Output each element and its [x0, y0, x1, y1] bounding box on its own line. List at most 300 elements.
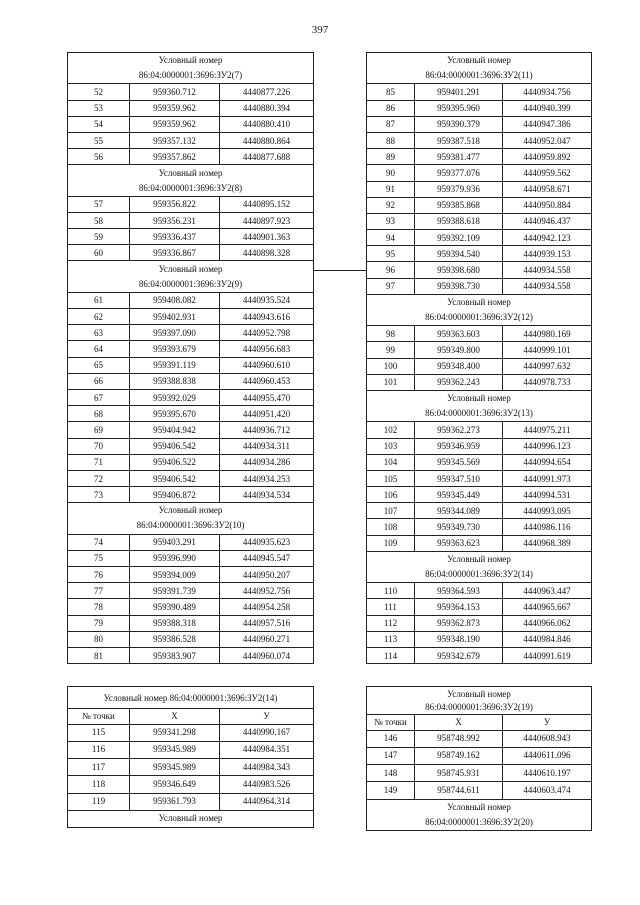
y-coordinate-cell: 4440957.516	[220, 615, 314, 631]
y-coordinate-cell: 4440959.892	[503, 149, 592, 165]
y-coordinate-cell: 4440934.253	[220, 470, 314, 486]
x-coordinate-cell: 959393.679	[130, 341, 220, 357]
y-coordinate-cell: 4440997.632	[503, 358, 592, 374]
point-number-cell: 62	[68, 309, 130, 325]
point-number-cell: 87	[367, 116, 415, 132]
table-row	[367, 519, 592, 535]
table-row	[68, 776, 314, 793]
table-row	[367, 535, 592, 551]
x-coordinate-cell: 959349.800	[415, 342, 503, 358]
point-number-cell: 93	[367, 213, 415, 229]
y-coordinate-cell: 4440946.437	[503, 213, 592, 229]
point-number-cell: 118	[68, 776, 130, 793]
y-coordinate-cell: 4440968.389	[503, 535, 592, 551]
point-number-cell: 85	[367, 84, 415, 100]
table-row	[68, 550, 314, 566]
y-coordinate-cell: 4440984.343	[220, 759, 314, 776]
table-footer: Условный номер 86:04:0000001:3696:ЗУ2(20)	[367, 799, 592, 830]
x-coordinate-cell: 959394.540	[415, 246, 503, 262]
table-row	[68, 309, 314, 325]
y-coordinate-cell: 4440939.153	[503, 246, 592, 262]
table-row	[367, 470, 592, 486]
point-number-cell: 71	[68, 454, 130, 470]
section-header: Условный номер 86:04:0000001:3696:ЗУ2(14)	[367, 551, 592, 582]
point-number-cell: 114	[367, 648, 415, 664]
y-coordinate-cell: 4440935.524	[220, 292, 314, 308]
point-number-cell: 61	[68, 292, 130, 308]
point-number-cell: 52	[68, 84, 130, 100]
y-coordinate-cell: 4440950.884	[503, 197, 592, 213]
column-header-x: X	[130, 709, 220, 725]
x-coordinate-cell: 959406.542	[130, 470, 220, 486]
point-number-cell: 81	[68, 648, 130, 664]
table-row	[367, 197, 592, 213]
x-coordinate-cell: 959346.959	[415, 438, 503, 454]
x-coordinate-cell: 959391.739	[130, 583, 220, 599]
table-row	[68, 149, 314, 165]
x-coordinate-cell: 959356.231	[130, 212, 220, 228]
point-number-cell: 68	[68, 406, 130, 422]
point-number-cell: 115	[68, 724, 130, 741]
point-number-cell: 91	[367, 181, 415, 197]
y-coordinate-cell: 4440603.474	[503, 782, 592, 799]
x-coordinate-cell: 959387.518	[415, 132, 503, 148]
table-row	[68, 759, 314, 776]
table-row	[367, 438, 592, 454]
x-coordinate-cell: 959356.822	[130, 196, 220, 212]
x-coordinate-cell: 959341.298	[130, 724, 220, 741]
y-coordinate-cell: 4440983.526	[220, 776, 314, 793]
point-number-cell: 60	[68, 245, 130, 261]
y-coordinate-cell: 4440935.623	[220, 534, 314, 550]
x-coordinate-cell: 959394.009	[130, 567, 220, 583]
x-coordinate-cell: 959364.153	[415, 599, 503, 615]
table-row	[367, 230, 592, 246]
y-coordinate-cell: 4440990.167	[220, 724, 314, 741]
table-row	[367, 631, 592, 647]
x-coordinate-cell: 959398.680	[415, 262, 503, 278]
table-row	[68, 567, 314, 583]
x-coordinate-cell: 958744.611	[415, 782, 503, 799]
x-coordinate-cell: 959392.029	[130, 389, 220, 405]
point-number-cell: 58	[68, 212, 130, 228]
table-row	[68, 84, 314, 100]
x-coordinate-cell: 959345.569	[415, 454, 503, 470]
table-footer: Условный номер	[68, 810, 314, 827]
point-number-cell: 53	[68, 100, 130, 116]
x-coordinate-cell: 959344.089	[415, 503, 503, 519]
y-coordinate-cell: 4440959.562	[503, 165, 592, 181]
coordinates-table-left-top	[67, 52, 314, 664]
x-coordinate-cell: 959395.960	[415, 100, 503, 116]
table-row	[68, 470, 314, 486]
table-row	[68, 615, 314, 631]
y-coordinate-cell: 4440986.116	[503, 519, 592, 535]
y-coordinate-cell: 4440963.447	[503, 583, 592, 599]
y-coordinate-cell: 4440877.688	[220, 149, 314, 165]
x-coordinate-cell: 959359.962	[130, 100, 220, 116]
y-coordinate-cell: 4440996.123	[503, 438, 592, 454]
y-coordinate-cell: 4440950.207	[220, 567, 314, 583]
coordinates-table-right-bottom	[366, 686, 592, 831]
table-row	[367, 132, 592, 148]
column-header-x: X	[415, 715, 503, 731]
point-number-cell: 95	[367, 246, 415, 262]
connector-line	[313, 270, 366, 271]
point-number-cell: 96	[367, 262, 415, 278]
y-coordinate-cell: 4440955.470	[220, 389, 314, 405]
y-coordinate-cell: 4440994.531	[503, 487, 592, 503]
x-coordinate-cell: 959346.649	[130, 776, 220, 793]
y-coordinate-cell: 4440965.667	[503, 599, 592, 615]
x-coordinate-cell: 959345.989	[130, 759, 220, 776]
point-number-cell: 112	[367, 615, 415, 631]
point-number-cell: 59	[68, 229, 130, 245]
point-number-cell: 63	[68, 325, 130, 341]
x-coordinate-cell: 959401.291	[415, 84, 503, 100]
point-number-cell: 74	[68, 534, 130, 550]
table-row	[367, 583, 592, 599]
section-header: Условный номер 86:04:0000001:3696:ЗУ2(11)	[367, 53, 592, 84]
y-coordinate-cell: 4440952.047	[503, 132, 592, 148]
point-number-cell: 147	[367, 747, 415, 764]
table-row	[68, 487, 314, 503]
point-number-cell: 94	[367, 230, 415, 246]
y-coordinate-cell: 4440934.558	[503, 262, 592, 278]
column-header-point: № точки	[367, 715, 415, 731]
x-coordinate-cell: 959406.872	[130, 487, 220, 503]
table-row	[68, 741, 314, 758]
table-row	[367, 149, 592, 165]
point-number-cell: 70	[68, 438, 130, 454]
y-coordinate-cell: 4440880.394	[220, 100, 314, 116]
x-coordinate-cell: 959363.623	[415, 535, 503, 551]
table-row	[68, 100, 314, 116]
x-coordinate-cell: 959408.082	[130, 292, 220, 308]
x-coordinate-cell: 959345.989	[130, 741, 220, 758]
y-coordinate-cell: 4440956.683	[220, 341, 314, 357]
coordinates-table-left-bottom	[67, 686, 314, 828]
table-row	[367, 374, 592, 390]
x-coordinate-cell: 959357.862	[130, 149, 220, 165]
point-number-cell: 90	[367, 165, 415, 181]
x-coordinate-cell: 959359.962	[130, 116, 220, 132]
y-coordinate-cell: 4440978.733	[503, 374, 592, 390]
point-number-cell: 69	[68, 422, 130, 438]
section-header: Условный номер 86:04:0000001:3696:ЗУ2(9)	[68, 261, 314, 292]
x-coordinate-cell: 959362.273	[415, 422, 503, 438]
table-row	[367, 765, 592, 782]
y-coordinate-cell: 4440880.864	[220, 132, 314, 148]
y-coordinate-cell: 4440934.286	[220, 454, 314, 470]
table-row	[367, 599, 592, 615]
point-number-cell: 108	[367, 519, 415, 535]
x-coordinate-cell: 959388.838	[130, 373, 220, 389]
section-header: Условный номер 86:04:0000001:3696:ЗУ2(8)	[68, 165, 314, 196]
point-number-cell: 149	[367, 782, 415, 799]
x-coordinate-cell: 959336.867	[130, 245, 220, 261]
x-coordinate-cell: 959348.190	[415, 631, 503, 647]
x-coordinate-cell: 959397.090	[130, 325, 220, 341]
point-number-cell: 99	[367, 342, 415, 358]
section-header: Условный номер 86:04:0000001:3696:ЗУ2(12)	[367, 294, 592, 325]
table-row	[367, 213, 592, 229]
x-coordinate-cell: 959385.868	[415, 197, 503, 213]
point-number-cell: 101	[367, 374, 415, 390]
table-row	[68, 116, 314, 132]
point-number-cell: 64	[68, 341, 130, 357]
x-coordinate-cell: 959363.603	[415, 326, 503, 342]
point-number-cell: 56	[68, 149, 130, 165]
x-coordinate-cell: 959392.109	[415, 230, 503, 246]
x-coordinate-cell: 959383.907	[130, 648, 220, 664]
table-row	[68, 229, 314, 245]
x-coordinate-cell: 959388.618	[415, 213, 503, 229]
x-coordinate-cell: 959402.931	[130, 309, 220, 325]
table-row	[367, 730, 592, 747]
y-coordinate-cell: 4440994.654	[503, 454, 592, 470]
point-number-cell: 75	[68, 550, 130, 566]
table-row	[68, 648, 314, 664]
y-coordinate-cell: 4440951.420	[220, 406, 314, 422]
y-coordinate-cell: 4440999.101	[503, 342, 592, 358]
table-row	[367, 262, 592, 278]
y-coordinate-cell: 4440895.152	[220, 196, 314, 212]
y-coordinate-cell: 4440958.671	[503, 181, 592, 197]
point-number-cell: 54	[68, 116, 130, 132]
x-coordinate-cell: 958745.931	[415, 765, 503, 782]
x-coordinate-cell: 959348.400	[415, 358, 503, 374]
y-coordinate-cell: 4440611.096	[503, 747, 592, 764]
x-coordinate-cell: 959364.593	[415, 583, 503, 599]
x-coordinate-cell: 958749.162	[415, 747, 503, 764]
point-number-cell: 55	[68, 132, 130, 148]
point-number-cell: 66	[68, 373, 130, 389]
x-coordinate-cell: 959336.437	[130, 229, 220, 245]
x-coordinate-cell: 959398.730	[415, 278, 503, 294]
y-coordinate-cell: 4440934.311	[220, 438, 314, 454]
point-number-cell: 110	[367, 583, 415, 599]
table-row	[68, 583, 314, 599]
table-row	[68, 132, 314, 148]
section-header: Условный номер 86:04:0000001:3696:ЗУ2(7)	[68, 53, 314, 84]
column-header-y: У	[220, 709, 314, 725]
table-row	[367, 100, 592, 116]
point-number-cell: 106	[367, 487, 415, 503]
x-coordinate-cell: 959377.076	[415, 165, 503, 181]
y-coordinate-cell: 4440984.351	[220, 741, 314, 758]
point-number-cell: 65	[68, 357, 130, 373]
x-coordinate-cell: 959391.119	[130, 357, 220, 373]
point-number-cell: 109	[367, 535, 415, 551]
y-coordinate-cell: 4440964.314	[220, 793, 314, 810]
table-row	[367, 181, 592, 197]
y-coordinate-cell: 4440608.943	[503, 730, 592, 747]
point-number-cell: 73	[68, 487, 130, 503]
point-number-cell: 77	[68, 583, 130, 599]
x-coordinate-cell: 959349.730	[415, 519, 503, 535]
y-coordinate-cell: 4440934.558	[503, 278, 592, 294]
y-coordinate-cell: 4440991.619	[503, 648, 592, 664]
x-coordinate-cell: 959361.793	[130, 793, 220, 810]
x-coordinate-cell: 959390.489	[130, 599, 220, 615]
x-coordinate-cell: 959342.679	[415, 648, 503, 664]
table-row	[68, 454, 314, 470]
x-coordinate-cell: 959390.379	[415, 116, 503, 132]
point-number-cell: 76	[68, 567, 130, 583]
table-row	[367, 747, 592, 764]
y-coordinate-cell: 4440952.798	[220, 325, 314, 341]
table-row	[367, 454, 592, 470]
y-coordinate-cell: 4440960.610	[220, 357, 314, 373]
table-row	[367, 278, 592, 294]
x-coordinate-cell: 959381.477	[415, 149, 503, 165]
table-row	[68, 373, 314, 389]
table-row	[68, 534, 314, 550]
point-number-cell: 57	[68, 196, 130, 212]
y-coordinate-cell: 4440943.616	[220, 309, 314, 325]
table-row	[367, 165, 592, 181]
y-coordinate-cell: 4440880.410	[220, 116, 314, 132]
table-row	[367, 615, 592, 631]
y-coordinate-cell: 4440991.973	[503, 470, 592, 486]
point-number-cell: 100	[367, 358, 415, 374]
table-row	[367, 422, 592, 438]
column-header-point: № точки	[68, 709, 130, 725]
table-row	[68, 357, 314, 373]
point-number-cell: 103	[367, 438, 415, 454]
x-coordinate-cell: 959396.990	[130, 550, 220, 566]
x-coordinate-cell: 959345.449	[415, 487, 503, 503]
table-row	[367, 116, 592, 132]
x-coordinate-cell: 959404.942	[130, 422, 220, 438]
y-coordinate-cell: 4440952.756	[220, 583, 314, 599]
x-coordinate-cell: 959347.510	[415, 470, 503, 486]
x-coordinate-cell: 959357.132	[130, 132, 220, 148]
x-coordinate-cell: 959395.670	[130, 406, 220, 422]
point-number-cell: 86	[367, 100, 415, 116]
y-coordinate-cell: 4440934.756	[503, 84, 592, 100]
table-row	[68, 245, 314, 261]
y-coordinate-cell: 4440980.169	[503, 326, 592, 342]
table-row	[367, 84, 592, 100]
point-number-cell: 113	[367, 631, 415, 647]
y-coordinate-cell: 4440954.258	[220, 599, 314, 615]
y-coordinate-cell: 4440975.211	[503, 422, 592, 438]
point-number-cell: 78	[68, 599, 130, 615]
section-header: Условный номер 86:04:0000001:3696:ЗУ2(10)	[68, 503, 314, 534]
point-number-cell: 146	[367, 730, 415, 747]
page-number: 397	[311, 24, 329, 36]
table-row	[367, 358, 592, 374]
y-coordinate-cell: 4440940.399	[503, 100, 592, 116]
table-row	[68, 631, 314, 647]
table-title: Условный номер 86:04:0000001:3696:ЗУ2(14)	[68, 687, 314, 709]
table-row	[367, 342, 592, 358]
table-row	[68, 438, 314, 454]
table-row	[68, 599, 314, 615]
x-coordinate-cell: 959360.712	[130, 84, 220, 100]
x-coordinate-cell: 959362.243	[415, 374, 503, 390]
point-number-cell: 72	[68, 470, 130, 486]
point-number-cell: 92	[367, 197, 415, 213]
point-number-cell: 97	[367, 278, 415, 294]
point-number-cell: 148	[367, 765, 415, 782]
y-coordinate-cell: 4440947.386	[503, 116, 592, 132]
y-coordinate-cell: 4440960.453	[220, 373, 314, 389]
point-number-cell: 67	[68, 389, 130, 405]
y-coordinate-cell: 4440934.534	[220, 487, 314, 503]
y-coordinate-cell: 4440945.547	[220, 550, 314, 566]
y-coordinate-cell: 4440966.062	[503, 615, 592, 631]
x-coordinate-cell: 959388.318	[130, 615, 220, 631]
point-number-cell: 119	[68, 793, 130, 810]
table-row	[367, 503, 592, 519]
table-row	[68, 422, 314, 438]
point-number-cell: 107	[367, 503, 415, 519]
x-coordinate-cell: 959403.291	[130, 534, 220, 550]
table-row	[68, 406, 314, 422]
x-coordinate-cell: 958748.992	[415, 730, 503, 747]
point-number-cell: 104	[367, 454, 415, 470]
y-coordinate-cell: 4440984.846	[503, 631, 592, 647]
point-number-cell: 116	[68, 741, 130, 758]
table-row	[367, 648, 592, 664]
table-row	[68, 793, 314, 810]
table-row	[68, 196, 314, 212]
point-number-cell: 102	[367, 422, 415, 438]
table-row	[367, 487, 592, 503]
coordinates-table-right-top	[366, 52, 592, 664]
point-number-cell: 80	[68, 631, 130, 647]
table-row	[367, 326, 592, 342]
table-row	[367, 782, 592, 799]
table-row	[68, 325, 314, 341]
y-coordinate-cell: 4440960.074	[220, 648, 314, 664]
x-coordinate-cell: 959362.873	[415, 615, 503, 631]
table-row	[68, 389, 314, 405]
y-coordinate-cell: 4440960.271	[220, 631, 314, 647]
point-number-cell: 79	[68, 615, 130, 631]
y-coordinate-cell: 4440936.712	[220, 422, 314, 438]
y-coordinate-cell: 4440877.226	[220, 84, 314, 100]
y-coordinate-cell: 4440897.923	[220, 212, 314, 228]
point-number-cell: 98	[367, 326, 415, 342]
x-coordinate-cell: 959406.542	[130, 438, 220, 454]
table-row	[68, 292, 314, 308]
table-title: Условный номер 86:04:0000001:3696:ЗУ2(19)	[367, 687, 592, 715]
x-coordinate-cell: 959379.936	[415, 181, 503, 197]
point-number-cell: 89	[367, 149, 415, 165]
point-number-cell: 111	[367, 599, 415, 615]
y-coordinate-cell: 4440901.363	[220, 229, 314, 245]
point-number-cell: 117	[68, 759, 130, 776]
table-row	[367, 246, 592, 262]
x-coordinate-cell: 959386.528	[130, 631, 220, 647]
x-coordinate-cell: 959406.522	[130, 454, 220, 470]
table-row	[68, 212, 314, 228]
section-header: Условный номер 86:04:0000001:3696:ЗУ2(13)	[367, 390, 592, 421]
y-coordinate-cell: 4440610.197	[503, 765, 592, 782]
column-header-y: У	[503, 715, 592, 731]
y-coordinate-cell: 4440898.328	[220, 245, 314, 261]
table-row	[68, 341, 314, 357]
table-row	[68, 724, 314, 741]
y-coordinate-cell: 4440993.095	[503, 503, 592, 519]
point-number-cell: 105	[367, 470, 415, 486]
y-coordinate-cell: 4440942.123	[503, 230, 592, 246]
point-number-cell: 88	[367, 132, 415, 148]
